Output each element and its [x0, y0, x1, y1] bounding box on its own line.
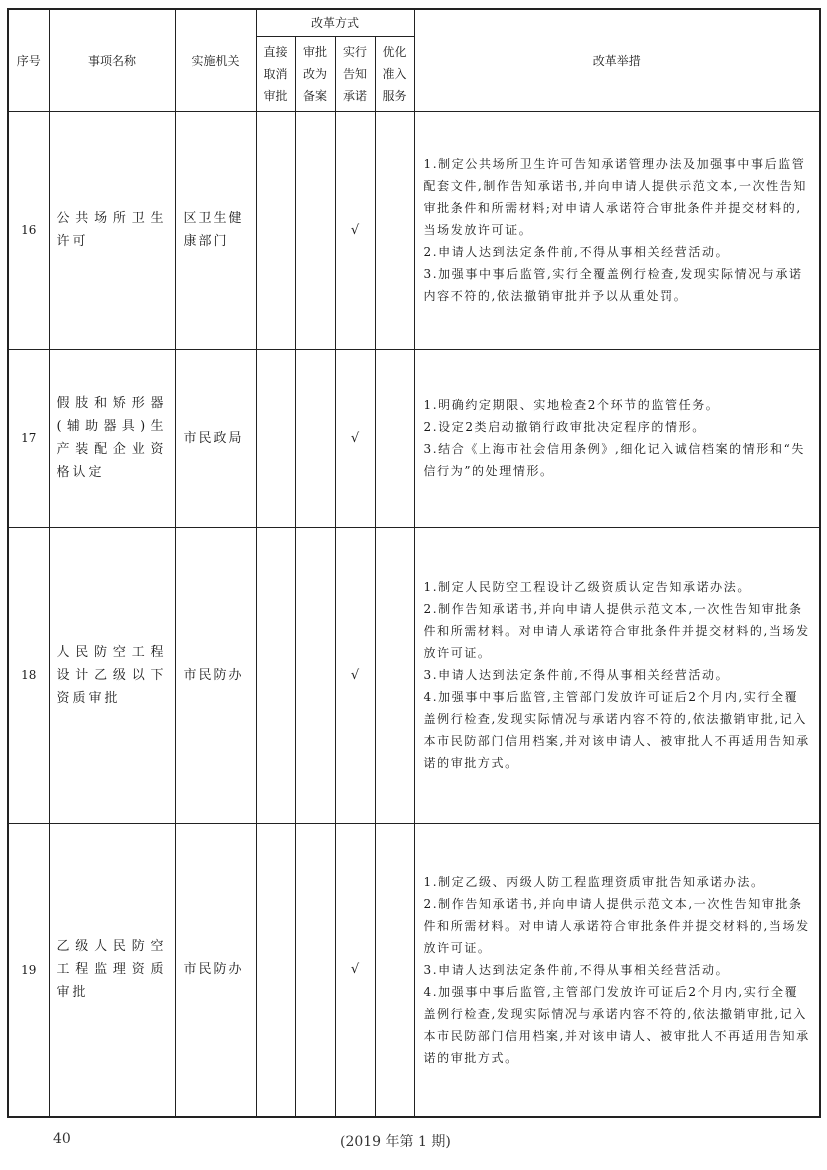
row-agency: 市民防办 [175, 823, 256, 1117]
row-item-name: 人民防空工程设计乙级以下资质审批 [49, 527, 175, 823]
row-agency: 区卫生健康部门 [175, 111, 256, 349]
row-measures [414, 111, 820, 349]
reform-measures-table [7, 8, 821, 1118]
measure-item: 2.制作告知承诺书,并向申请人提供示范文本,一次性告知审批条件和所需材料。对申请人承诺符合审批条件并提交材料的,当场发放许可证。 [423, 896, 810, 955]
row-mode-cancel [256, 349, 295, 527]
measure-item: 3.加强事中事后监管,实行全覆盖例行检查,发现实际情况与承诺内容不符的,依法撤销审批并予以从重处罚。 [423, 267, 803, 303]
row-item-name: 乙级人民防空工程监理资质审批 [49, 823, 175, 1117]
header-mode-optimize: 优化 准入 服务 [375, 36, 414, 111]
header-mode-cancel: 直接 取消 审批 [256, 36, 295, 111]
row-agency: 市民政局 [175, 349, 256, 527]
measure-item: 1.制定公共场所卫生许可告知承诺管理办法及加强事中事后监管配套文件,制作告知承诺书,并向申请人提供示范文本,一次性告知审批条件和所需材料;对申请人承诺符合审批条件并提交材料的,当场发放许可证。 [423, 157, 807, 237]
row-seq: 18 [8, 527, 49, 823]
row-mode-optimize [375, 111, 414, 349]
row-mode-cancel [256, 111, 295, 349]
row-agency: 市民防办 [175, 527, 256, 823]
row-seq: 16 [8, 111, 49, 349]
row-mode-filing [295, 349, 335, 527]
measure-item: 1.明确约定期限、实地检查2个环节的监管任务。 [423, 398, 720, 412]
measure-item: 1.制定乙级、丙级人防工程监理资质审批告知承诺办法。 [423, 874, 765, 889]
issue-label: (2019 年第 1 期) [340, 1134, 451, 1150]
measure-item: 3.申请人达到法定条件前,不得从事相关经营活动。 [423, 962, 730, 977]
row-measures [414, 527, 820, 823]
row-seq: 17 [8, 349, 49, 527]
measure-item: 1.制定人民防空工程设计乙级资质认定告知承诺办法。 [423, 580, 751, 594]
row-mode-filing [295, 527, 335, 823]
row-mode-filing [295, 111, 335, 349]
row-seq: 19 [8, 823, 49, 1117]
row-measures [414, 349, 820, 527]
header-mode-filing: 审批 改为 备案 [295, 36, 335, 111]
row-mode-optimize [375, 527, 414, 823]
row-mode-optimize [375, 349, 414, 527]
measure-item: 2.设定2类启动撤销行政审批决定程序的情形。 [423, 420, 706, 434]
header-agency: 实施机关 [175, 9, 256, 111]
header-measures: 改革举措 [414, 9, 820, 111]
table-row [8, 527, 820, 823]
measure-item: 3.结合《上海市社会信用条例》,细化记入诚信档案的情形和“失信行为”的处理情形。 [423, 442, 805, 478]
row-item-name: 公共场所卫生许可 [49, 111, 175, 349]
measure-item: 4.加强事中事后监管,主管部门发放许可证后2个月内,实行全覆盖例行检查,发现实际情况与承诺内容不符的,依法撤销审批,记入本市民防部门信用档案,并对该申请人、被审批人不再适用告知承诺的审批方式。 [423, 984, 810, 1065]
header-mode-commitment: 实行 告知 承诺 [335, 36, 375, 111]
page-number: 40 [53, 1131, 71, 1147]
table-row [8, 823, 820, 1117]
measure-item: 3.申请人达到法定条件前,不得从事相关经营活动。 [423, 668, 730, 682]
checkmark: √ [335, 527, 375, 823]
row-mode-filing [295, 823, 335, 1117]
table-row [8, 111, 820, 349]
row-item-name: 假肢和矫形器(辅助器具)生产装配企业资格认定 [49, 349, 175, 527]
header-seq: 序号 [8, 9, 49, 111]
measure-item: 4.加强事中事后监管,主管部门发放许可证后2个月内,实行全覆盖例行检查,发现实际情况与承诺内容不符的,依法撤销审批,记入本市民防部门信用档案,并对该申请人、被审批人不再适用告知承诺的审批方式。 [423, 690, 810, 770]
row-mode-cancel [256, 823, 295, 1117]
row-mode-optimize [375, 823, 414, 1117]
checkmark: √ [335, 349, 375, 527]
table-row [8, 349, 820, 527]
measure-item: 2.制作告知承诺书,并向申请人提供示范文本,一次性告知审批条件和所需材料。对申请人承诺符合审批条件并提交材料的,当场发放许可证。 [423, 602, 810, 660]
row-measures [414, 823, 820, 1117]
measure-item: 2.申请人达到法定条件前,不得从事相关经营活动。 [423, 245, 730, 259]
header-item-name: 事项名称 [49, 9, 175, 111]
checkmark: √ [335, 111, 375, 349]
header-reform-mode: 改革方式 [256, 9, 414, 36]
checkmark: √ [335, 823, 375, 1117]
row-mode-cancel [256, 527, 295, 823]
